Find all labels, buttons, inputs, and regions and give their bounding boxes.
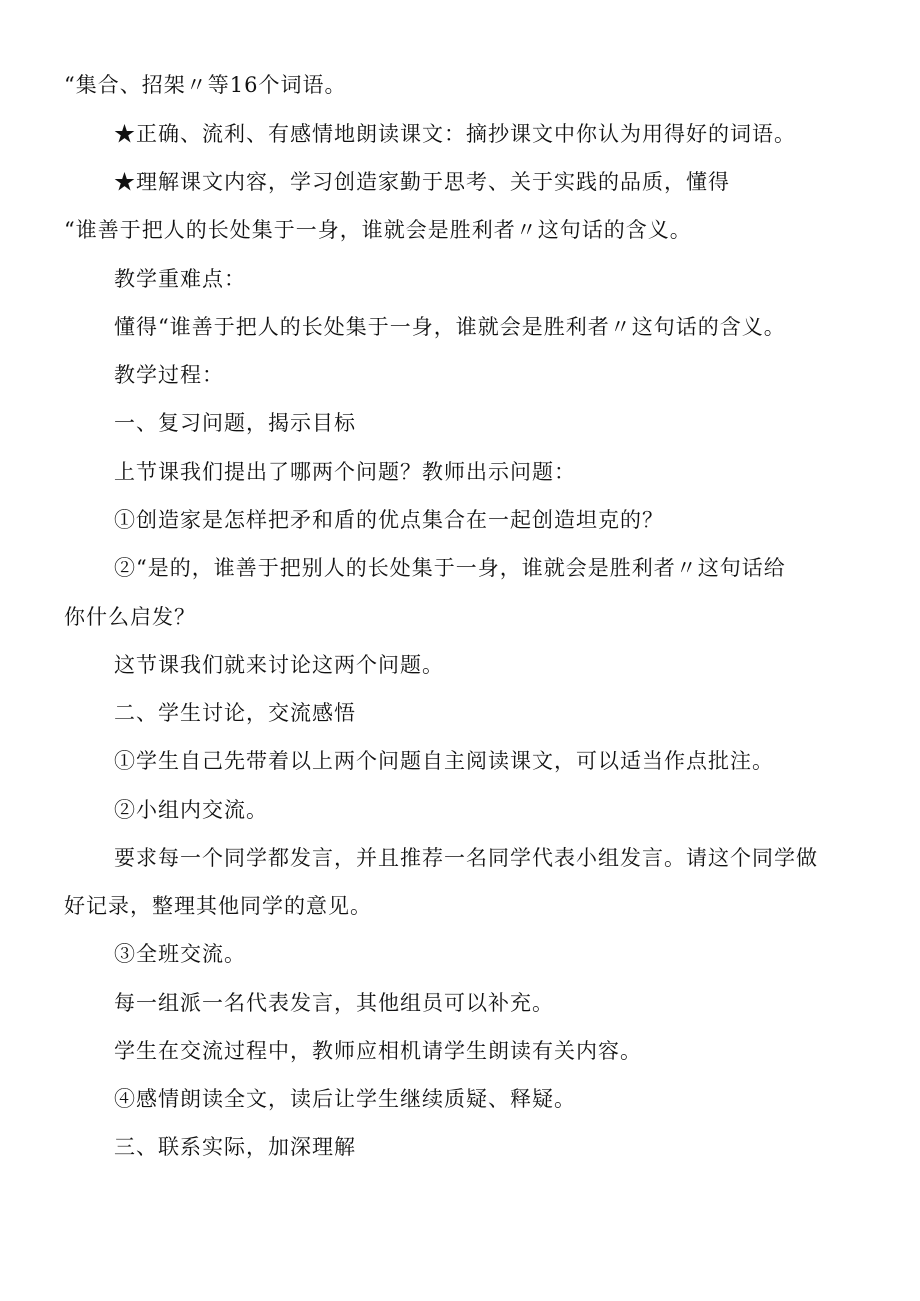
text-line: 好记录，整理其他同学的意见。 (64, 894, 372, 918)
list-item: ④感情朗读全文，读后让学生继续质疑、释疑。 (114, 1087, 576, 1111)
text-line: 每一组派一名代表发言，其他组员可以补充。 (114, 991, 554, 1015)
step-heading: 二、学生讨论，交流感悟 (114, 701, 356, 725)
list-item: ①学生自己先带着以上两个问题自主阅读课文，可以适当作点批注。 (114, 749, 774, 773)
text-line: 上节课我们提出了哪两个问题？教师出示问题： (114, 460, 576, 484)
step-heading: 三、联系实际，加深理解 (114, 1135, 356, 1159)
text-line: 懂得“谁善于把人的长处集于一身，谁就会是胜利者〃这句话的含义。 (114, 315, 786, 339)
text-line: 学生在交流过程中，教师应相机请学生朗读有关内容。 (114, 1039, 642, 1063)
section-heading: 教学重难点： (114, 267, 246, 291)
list-item: ③全班交流。 (114, 942, 246, 966)
objective-line: ★理解课文内容，学习创造家勤于思考、关于实践的品质，懂得 (114, 170, 730, 194)
question-item: ②“是的，谁善于把别人的长处集于一身，谁就会是胜利者〃这句话给 (114, 556, 786, 580)
objective-line: ★正确、流利、有感情地朗读课文：摘抄课文中你认为用得好的词语。 (114, 122, 796, 146)
text-line: 你什么启发？ (64, 605, 196, 629)
text-line: “集合、招架〃等16个词语。 (64, 73, 347, 97)
step-heading: 一、复习问题，揭示目标 (114, 411, 356, 435)
list-item: ②小组内交流。 (114, 798, 268, 822)
question-item: ①创造家是怎样把矛和盾的优点集合在一起创造坦克的？ (114, 508, 664, 532)
section-heading: 教学过程： (114, 363, 224, 387)
text-line: 这节课我们就来讨论这两个问题。 (114, 653, 444, 677)
text-line: 要求每一个同学都发言，并且推荐一名同学代表小组发言。请这个同学做 (114, 846, 818, 870)
text-line: “谁善于把人的长处集于一身，谁就会是胜利者〃这句话的含义。 (64, 218, 692, 242)
